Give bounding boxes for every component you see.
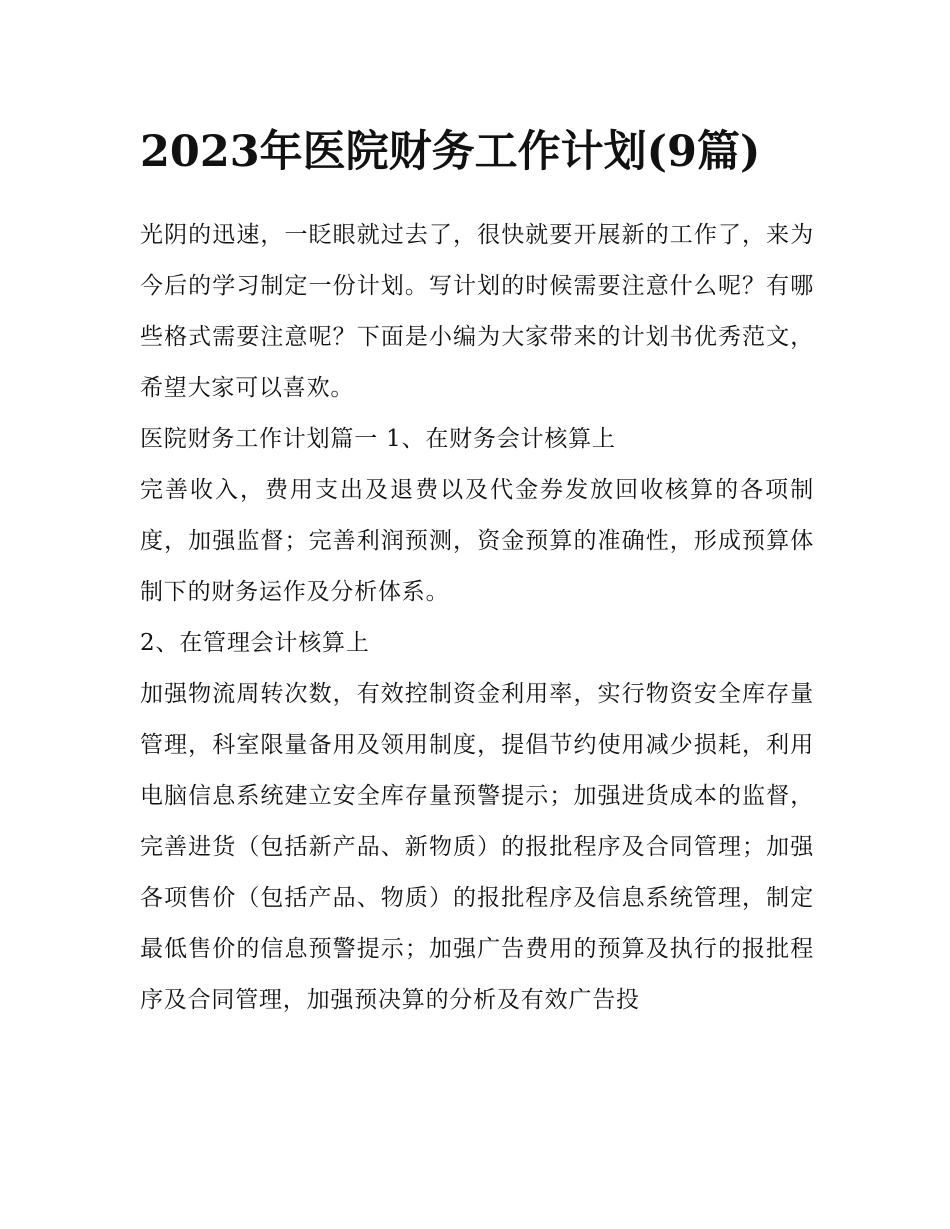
paragraph-management-accounting: 加强物流周转次数，有效控制资金利用率，实行物资安全库存量管理，科室限量备用及领用制度，提倡节约使用减少损耗，利用电脑信息系统建立安全库存量预警提示；加强进货成本的监督，完善进货（包括新产品、新物质）的报批程序及合同管理；加强各项售价（包括产品、物质）的报批程序及信息系统管理，制定最低售价的信息预警提示；加强广告费用的预算及执行的报批程序及合同管理，加强预决算的分析及有效广告投 (140, 681, 814, 1013)
document-title: 2023年医院财务工作计划(9篇) (140, 127, 761, 177)
paragraph-section-heading-2: 2、在管理会计核算上 (140, 630, 370, 656)
paragraph-financial-accounting: 完善收入，费用支出及退费以及代金券发放回收核算的各项制度，加强监督；完善利润预测，资金预算的准确性，形成预算体制下的财务运作及分析体系。 (140, 477, 814, 605)
paragraph-section-heading-1: 医院财务工作计划篇一 1、在财务会计核算上 (140, 426, 616, 452)
paragraph-intro: 光阴的迅速，一眨眼就过去了，很快就要开展新的工作了，来为今后的学习制定一份计划。写计划的时候需要注意什么呢？有哪些格式需要注意呢？下面是小编为大家带来的计划书优秀范文，希望大家可以喜欢。 (140, 222, 814, 401)
